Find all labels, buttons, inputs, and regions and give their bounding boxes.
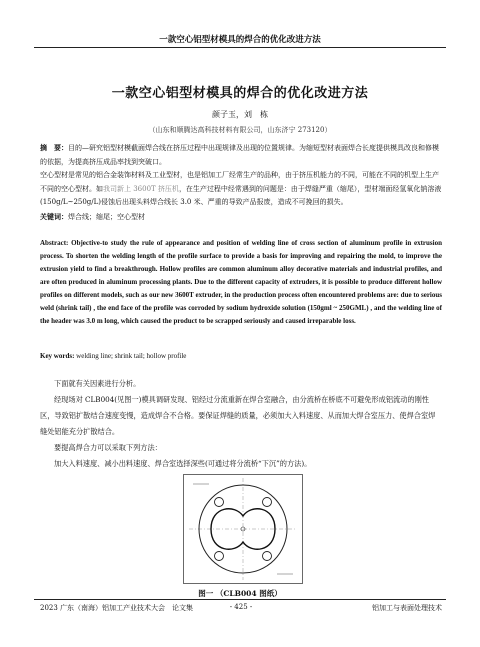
body-p2: 经现场对 CLB004(见图一)模具调研发现、铝经过分流重新在焊合室融合，由分流桥在桥底不可避免形成铝流动的刚性区，导致铝扩散结合速度变慢，造成焊合不合格。要保证焊缝的质量，必须加大入料速度、从而加大焊合室压力、使焊合室焊缝处铝能充分扩散结合。 [40, 395, 436, 436]
keywords-en-text: welding line; shrink tail; hollow profile [76, 352, 187, 360]
abstract-cn-highlight: 我司新上 3600T 挤压机 [103, 184, 179, 193]
bolt-hole-tr [263, 498, 272, 507]
paper-title: 一款空心铝型材模具的焊合的优化改进方法 [111, 86, 369, 101]
keywords-cn [40, 210, 442, 225]
affiliation: （山东和顺腾达高科技材料有限公司，山东济宁 273120） [148, 126, 332, 134]
body-p3: 要提高焊合力可以采取下列方法： [54, 443, 162, 452]
bolt-hole-bl [215, 552, 224, 561]
abstract-en [40, 237, 442, 328]
abstract-cn-p2b: ，在生产过程中经常遇到的问题是：由于焊缝严重（缩尾），型材端面经氢氧化钠溶液(150g/L~250g/L)侵蚀后出现头料焊合线长 3.0 米、严重的导致产品报废，造成不可挽回的损失。 [40, 184, 442, 207]
keywords-cn-label: 关键词： [40, 211, 68, 221]
abstract-cn [40, 141, 442, 225]
body-p4: 加大入料速度、减小出料速度、焊合室选择深些(可通过将分流桥“下沉”的方法)。 [54, 459, 312, 468]
abstract-en-label: Abstract: [40, 239, 69, 247]
keywords-en-label: Key words: [40, 352, 75, 360]
figure-clb004-drawing [183, 474, 303, 584]
abstract-cn-p2 [40, 169, 442, 210]
abstract-cn-p2a: 空心型材是常见的铝合金装饰材料及工业型材，也是铝加工厂经常生产的品种，由于挤压机能力的不同，可能在不同的机型上生产不同的空心型材。如 [40, 171, 439, 193]
keywords-cn-text: 焊合线；缩尾；空心型材 [68, 212, 145, 221]
bolt-hole-br [263, 552, 272, 561]
abstract-cn-p1 [40, 141, 442, 169]
keywords-en [40, 350, 442, 363]
footer-proceedings: 2023 广东（南海）铝加工产业技术大会 论文集 [40, 604, 194, 612]
abstract-cn-text: 目的—研究铝型材模截面焊合线在挤压过程中出现规律及出现的位置规律。为缩短型材表面焊合长度提供模具改良和修模的依据，为提高挤压成品率找到突破口。 [40, 144, 439, 166]
authors: 颜子玉，刘 栋 [212, 110, 268, 119]
footer-section: 铝加工与表面处理技术 [372, 604, 442, 612]
figure-caption: 图一 （CLB004 图纸） [198, 589, 282, 598]
footer-rule [34, 599, 446, 600]
abstract-cn-label: 摘 要： [40, 143, 68, 152]
body [40, 376, 442, 472]
bolt-hole-tl [215, 498, 224, 507]
running-head: 一款空心铝型材模具的焊合的优化改进方法 [159, 35, 321, 45]
abstract-en-text: Objective-to study the rule of appearance and position of welding line of cross section of aluminum profile in extrusion process. To shorten the welding length of the profile surface to provide a basis for improving and repairing the mold, to improve the extrusion yield to find a breakthrough. Hollow profiles are common aluminum alloy decorative materials and industrial profiles, and are often produced in aluminum processing plants. Due to the different capacity of extruders, it is possible to produce different hollow profiles on different models, such as our new 3600T extruder, in the production process often encountered problems are: due to serious weld (shrink tail) , the end face of the profile was corroded by sodium hydroxide solution (150gml ~ 250GML) , and the welding line of the header was 3.0 m long, which caused the product to be scrapped seriously and caused irreparable loss. [40, 239, 442, 325]
page-number: - 425 - [229, 603, 253, 611]
header-rule [34, 47, 446, 48]
body-p1: 下面就有关因素进行分析。 [54, 379, 141, 388]
